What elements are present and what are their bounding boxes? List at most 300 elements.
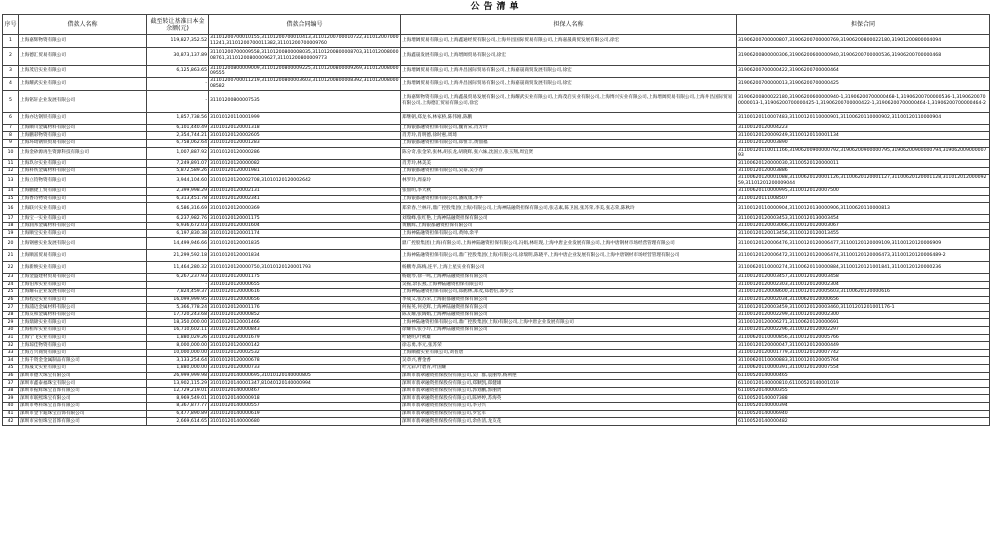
cell-guarantor: 上海增阔贸易有限公司,上海鑫通经贸有限公司,上海井昌国际贸易有限公司,上海嘉晟商贸发展有限公司,徐宏 [401, 35, 737, 48]
header-borrower: 借款人名称 [19, 15, 147, 35]
table-row [3, 289, 990, 297]
table-row [3, 261, 990, 273]
table-row [3, 342, 990, 350]
cell-guar-contract: 31100620110000995,31100120120007500 [737, 187, 990, 195]
table-row [3, 380, 990, 388]
cell-borrower: 上海桓库实业有限公司 [19, 327, 147, 335]
cell-guarantor: 李成义,张苏荣,上海银都融资担保有限公司 [401, 296, 737, 304]
cell-guarantor: 杨媛琴,徐一鸣,上海神陆融资担保有限公司 [401, 273, 737, 281]
cell-contract: 31010120120001175 [209, 215, 401, 223]
cell-borrower: 上海晟文实业有限公司 [19, 365, 147, 373]
cell-borrower: 上海顺宝实业有限公司 [19, 230, 147, 238]
table-body [3, 35, 990, 426]
cell-contract: 31010120120000286 [209, 147, 401, 160]
cell-no: 28 [3, 311, 19, 319]
cell-borrower: 上海金砂源再生资源科技有限公司 [19, 147, 147, 160]
cell-no: 23 [3, 273, 19, 281]
cell-amount: 8,000,000.00 [147, 342, 209, 350]
table-row [3, 35, 990, 48]
cell-no: 13 [3, 175, 19, 188]
cell-contract: 31010120120002532 [209, 349, 401, 357]
cell-contract: 31010120120001318 [209, 124, 401, 132]
cell-guarantor: 叶晓明,叶秋雄 [401, 334, 737, 342]
cell-guar-contract: 61100520140007388 [737, 395, 990, 403]
cell-amount: 8,367,877.77 [147, 403, 209, 411]
table-row [3, 90, 990, 112]
cell-guarantor: 陈友耀,张陶娟,上海神陆融资担保有限公司 [401, 311, 737, 319]
cell-guar-contract: 61100520140006940 [737, 410, 990, 418]
cell-no: 34 [3, 357, 19, 365]
cell-borrower: 上海香诗物资有限公司 [19, 195, 147, 203]
cell-amount: - [147, 281, 209, 289]
cell-amount: 18,350,000.00 [147, 319, 209, 327]
table-row [3, 387, 990, 395]
cell-contract: 31010120120001466 [209, 319, 401, 327]
cell-borrower: 上海铭轩企业发展有限公司 [19, 90, 147, 112]
table-row [3, 187, 990, 195]
cell-guar-contract: 31100620110000274,31100620110000884,31100120121001841,31100120120000236 [737, 261, 990, 273]
cell-amount: 6,586,316.69 [147, 203, 209, 215]
table-row [3, 304, 990, 312]
cell-contract: 31101200700011219,31101200800003603,31101200800008392,31101200800008582 [210, 78, 399, 89]
cell-contract: 31010120120001174 [209, 230, 401, 238]
cell-amount: 17,720,243.68 [147, 311, 209, 319]
cell-amount: 3,944,104.60 [147, 175, 209, 188]
cell-guar-contract: 31100620110000856,31100120120005766 [737, 334, 990, 342]
table-row [3, 230, 990, 238]
cell-amount: 2,669,614.65 [147, 418, 209, 426]
cell-contract: 31010120120001283 [209, 139, 401, 147]
cell-contract: 31010120120001834 [209, 249, 401, 261]
table-row [3, 167, 990, 175]
table-row [3, 222, 990, 230]
cell-borrower: 上海联兴实业有限公司 [19, 203, 147, 215]
table-row [3, 203, 990, 215]
cell-no: 41 [3, 410, 19, 418]
table-row [3, 395, 990, 403]
cell-guar-contract: 31100620110000391,31100120120007554 [737, 365, 990, 373]
cell-borrower: 深圳市粤科珠宝首饰有限公司 [19, 403, 147, 411]
cell-guarantor: 肖芳玲,林美美 [401, 160, 737, 168]
cell-amount: 26,999,999.98 [147, 372, 209, 380]
cell-no: 3 [3, 65, 19, 78]
cell-guarantor: 上海银都融资担保有限公司,魏青宋,肖芳玲 [401, 124, 737, 132]
cell-amount: 11,464,280.32 [147, 261, 209, 273]
cell-guar-contract: 31100120120003886 [737, 167, 990, 175]
cell-guarantor: 上海银都融资担保有限公司,郑恒丰,黄仙福 [401, 139, 737, 147]
cell-contract: 31010120140000680 [209, 418, 401, 426]
cell-contract: 31010120120001981 [209, 167, 401, 175]
cell-borrower: 上海鹏捷工贸有限公司 [19, 187, 147, 195]
cell-guar-contract: 31100120120002303,31100120120002304 [737, 281, 990, 289]
cell-guar-contract: 61100520140000465 [737, 372, 990, 380]
cell-amount: 3,133,254.64 [147, 357, 209, 365]
cell-contract: 31010120140000918 [209, 395, 401, 403]
cell-borrower: 上海鼎锦实业有限公司 [19, 319, 147, 327]
cell-guar-contract: 31906200700000013,31906200700000425 [737, 78, 990, 91]
cell-amount: 10,000,000.00 [147, 349, 209, 357]
cell-no: 11 [3, 160, 19, 168]
cell-guarantor: 陈分奇,张金荣,张林,胡长龙,胡晓辉,张六妹,沈国立,张玉翔,周宜贤 [401, 147, 737, 160]
cell-guar-contract: 31100120120003457,31100120120003458 [737, 273, 990, 281]
table-row [3, 65, 990, 78]
cell-no: 14 [3, 187, 19, 195]
cell-amount: - [147, 78, 209, 91]
cell-contract: 31010120140000557 [209, 403, 401, 411]
cell-contract: 31010120120000733 [209, 365, 401, 373]
cell-guarantor: 刘瑞峰,张红艳,上海神陆融资担保有限公司 [401, 215, 737, 223]
header-contract: 借款合同编号 [209, 15, 401, 35]
cell-contract: 31010120120000655 [209, 281, 401, 289]
cell-amount: 6,197,830.38 [147, 230, 209, 238]
cell-borrower: 上海新焕实业有限公司 [19, 261, 147, 273]
cell-guar-contract: 31100120120002296,31100120120002297 [737, 327, 990, 335]
cell-contract: 31010120110001999 [209, 112, 401, 124]
cell-no: 17 [3, 215, 19, 223]
table-row [3, 319, 990, 327]
cell-guarantor: 上海嘉辉物资有限公司,上海鑫晟贸易发展有限公司,上海耀武实业有限公司,上海茂启实业有限公司,上海博兴实业有限公司,上海增阔贸易有限公司,上海井昌国际贸易有限公司,上海德汇贸易有限公司,徐宏 [401, 90, 737, 112]
cell-amount: 6,936,672.03 [147, 222, 209, 230]
table-row [3, 418, 990, 426]
cell-amount: 2,399,998.29 [147, 187, 209, 195]
cell-no: 29 [3, 319, 19, 327]
cell-guar-contract: 31100120120013456,31100120120013455 [737, 230, 990, 238]
table-row [3, 215, 990, 223]
cell-guarantor: 上海顺福实业有限公司,刘普唐 [401, 349, 737, 357]
cell-guar-contract: 61100520140000355 [737, 387, 990, 395]
cell-guar-contract: 31100120120001779,31100120120007742 [737, 349, 990, 357]
cell-contract: 31010120120002341 [209, 195, 401, 203]
cell-borrower: 上海顺川金属材料有限公司 [19, 124, 147, 132]
cell-guar-contract: 31100120110007483,31100120110000901,31100620110000902,31100120110000904 [737, 112, 990, 124]
cell-borrower: 深圳市宋恒珠宝首饰有限公司 [19, 418, 147, 426]
notice-table [2, 14, 990, 426]
cell-no: 7 [3, 124, 19, 132]
cell-amount: 6,758,062.64 [147, 139, 209, 147]
cell-no: 38 [3, 387, 19, 395]
cell-borrower: 上海德汇贸易有限公司 [19, 47, 147, 65]
cell-amount: 16,710,602.11 [147, 327, 209, 335]
cell-contract: 31010120120000656 [209, 296, 401, 304]
cell-guar-contract: 31100620120001088,31100620120001126,31100620120001127,31100620120001128,31101201200009259,31101201200009044 [737, 175, 990, 188]
cell-borrower: 上海茂启实业有限公司 [19, 65, 147, 78]
page-title: 公告清单 [470, 2, 523, 12]
cell-guar-contract: 61100520140000394 [737, 403, 990, 411]
cell-amount: 16,099,999.95 [147, 296, 209, 304]
cell-no: 32 [3, 342, 19, 350]
table-row [3, 78, 990, 91]
cell-guar-contract: 31100620120000030,31100520120000011 [737, 160, 990, 168]
cell-amount: 12,729,219.01 [147, 387, 209, 395]
cell-borrower: 深圳市金卡迪珠宝首饰有限公司 [19, 410, 147, 418]
cell-no: 22 [3, 261, 19, 273]
cell-no: 31 [3, 334, 19, 342]
cell-contract: 31101200700010155,31101200700010413,31101200700010722,31101200700011241,31101200700011382,31101200700009760 [210, 35, 399, 46]
cell-no: 4 [3, 78, 19, 91]
cell-guar-contract: 31100120120006472,31100120120006474,31100120120006473,31100120120006489-2 [737, 249, 990, 261]
table-row [3, 195, 990, 203]
cell-amount: 14,499,946.66 [147, 237, 209, 249]
table-row [3, 334, 990, 342]
table-row [3, 410, 990, 418]
cell-guarantor: 上海银都融资担保有限公司,吴泰,吴小春 [401, 167, 737, 175]
cell-amount: 7,824,459.37 [147, 289, 209, 297]
cell-borrower: 上海友和金属材料有限公司 [19, 311, 147, 319]
table-row [3, 124, 990, 132]
cell-guar-contract: 31100120110000904,31100120130000906,31100620110000813 [737, 203, 990, 215]
table-row [3, 349, 990, 357]
cell-contract: 31010120120000852 [209, 311, 401, 319]
cell-borrower: 上海嘉辉物资有限公司 [19, 35, 147, 48]
cell-guarantor: 上海神陆融资担保有限公司,郑鹤林,郑茂,郑碧倍,郑少云 [401, 289, 737, 297]
header-no: 序号 [3, 15, 19, 35]
cell-guar-contract: 31100120120006476,31100120120006477,31100120120009109,31100120120006909 [737, 237, 990, 249]
cell-guar-contract: 61100120140000810,61100520140001019 [737, 380, 990, 388]
table-row [3, 273, 990, 281]
cell-guar-contract: 31100120120009249,31100120110001134 [737, 132, 990, 140]
cell-no: 24 [3, 281, 19, 289]
cell-amount: 6,237,982.76 [147, 215, 209, 223]
cell-contract: 31010120120000616 [209, 289, 401, 297]
cell-no: 30 [3, 327, 19, 335]
cell-no: 9 [3, 139, 19, 147]
cell-guar-contract: 31100120120008600,31100120120005603,31100620120000616 [737, 289, 990, 297]
cell-no: 10 [3, 147, 19, 160]
cell-borrower: 上海宁飞实业有限公司 [19, 334, 147, 342]
cell-borrower: 上海钢惠实业发展有限公司 [19, 237, 147, 249]
cell-guarantor: 上海增阔贸易有限公司,上海井昌国际贸易有限公司,上海嘉晟商贸发展有限公司,徐宏 [401, 78, 737, 91]
cell-guarantor: 深圳市翡翠融资担保股份有限公司,郭划鹏,郭丽贤 [401, 387, 737, 395]
cell-guar-contract: 31100120111008507 [737, 195, 990, 203]
cell-guarantor: 吴章兴,曹金香 [401, 357, 737, 365]
cell-contract: 31010120120000750,31010120120001793 [209, 261, 401, 273]
cell-guarantor: 上海神陆融资担保有限公司,黄帅,余平 [401, 230, 737, 238]
cell-no: 5 [3, 90, 19, 112]
cell-borrower: 深圳市德大珠宝有限公司 [19, 372, 147, 380]
cell-contract: 31010120140001347,81040120140000994 [209, 380, 401, 388]
cell-amount: 119,827,352.52 [147, 35, 209, 48]
cell-guarantor: 上海银都融资担保有限公司,潘成康,李平 [401, 195, 737, 203]
cell-borrower: 上海耀武实业有限公司 [19, 78, 147, 91]
cell-contract: 31010120120001176 [209, 304, 401, 312]
cell-guarantor: 上海神陆融资担保有限公司,鼎广控股集团(上海)有限公司,上海中唐企业发展有限公司 [401, 319, 737, 327]
table-row [3, 365, 990, 373]
table-header-row [3, 15, 990, 35]
cell-guar-contract: 31906200700000422,31906200700000464 [737, 65, 990, 78]
cell-amount: 13,902,115.29 [147, 380, 209, 388]
cell-amount: 2,354,744.21 [147, 132, 209, 140]
cell-contract: 31101200800009009,31101200800009225,31101200800009269,31101200800009555 [210, 65, 399, 77]
cell-guarantor: 徐耀伟,张小玲,上海神陆融资担保有限公司 [401, 327, 737, 335]
cell-no: 2 [3, 47, 19, 65]
table-row [3, 327, 990, 335]
cell-no: 36 [3, 372, 19, 380]
cell-guarantor: 上海增阔贸易有限公司,上海井昌国际贸易有限公司,上海嘉晟商贸发展有限公司,徐宏 [401, 65, 737, 78]
header-guarantor: 担保人名称 [401, 15, 737, 35]
cell-borrower: 上海耀石企业发展有限公司 [19, 289, 147, 297]
cell-contract: 31010120120001175 [209, 273, 401, 281]
cell-amount: 6,125,863.65 [147, 65, 209, 78]
cell-contract: 31010120120000678 [209, 357, 401, 365]
cell-contract: 31010120120002708,31010120120002642 [209, 175, 401, 188]
cell-guarantor: 上海神陆融资担保有限公司,鼎广控股集团(上海)有限公司,徐瑞明,陈晓平,上海中唐企业发展有限公司,上海中唐钢材市场经营管理有限公司 [401, 249, 737, 261]
cell-guar-contract: 31100120110011166,31906200900000792,31906200900000795,31906200900000794,31906200900000793 [737, 147, 990, 160]
cell-borrower: 上海润邦金属材料有限公司 [19, 222, 147, 230]
header-amount: 截至转让基准日本金余额(元) [147, 15, 209, 35]
cell-contract: 31010120120002605 [209, 132, 401, 140]
cell-contract: 31010120140000695,31010120140000805 [209, 372, 401, 380]
cell-guarantor: 深圳市翡翠融资担保股份有限公司,郑顺凯,郑健雄 [401, 380, 737, 388]
table-row [3, 147, 990, 160]
cell-borrower: 上海宝一实业有限公司 [19, 215, 147, 223]
cell-no: 1 [3, 35, 19, 48]
cell-no: 19 [3, 230, 19, 238]
cell-amount: 5,872,589.26 [147, 167, 209, 175]
cell-guarantor: 张仙明,李大秋 [401, 187, 737, 195]
cell-guar-contract: 31100120120002034,31100620120000656 [737, 296, 990, 304]
cell-no: 39 [3, 395, 19, 403]
table-row [3, 311, 990, 319]
cell-guarantor: 林罗玲,周泰玲 [401, 175, 737, 188]
cell-guar-contract: 31100120120003890 [737, 139, 990, 147]
cell-contract: 31010120120000082 [209, 160, 401, 168]
cell-borrower: 上海立钧物资有限公司 [19, 175, 147, 188]
cell-contract: 31010120120001604 [209, 222, 401, 230]
table-row [3, 296, 990, 304]
table-row [3, 139, 990, 147]
cell-borrower: 上海鹏彩物资有限公司 [19, 132, 147, 140]
cell-contract: 31010120140000467 [209, 387, 401, 395]
cell-guarantor: 吴振,余长燕,上海神陆融资担保有限公司 [401, 281, 737, 289]
cell-guarantor: 鼎广控股集团(上海)有限公司,上海神陆融资担保有限公司,冯娟,林旺现,上海中唐企业发展有限公司,上海中唐钢材市场经营管理有限公司 [401, 237, 737, 249]
cell-borrower: 深圳市联熙珠宝有限公司 [19, 395, 147, 403]
table-row [3, 249, 990, 261]
cell-guar-contract: 31906200800022180,31906200600000940-1,31906200700000468-1,31906200700000536-1,31906200700000013-1,31906200700000425-1,31906200700000422-1,31906200700000464-1,31906200700000464-2 [737, 90, 990, 112]
cell-contract: 31010120120001679 [209, 334, 401, 342]
cell-guarantor: 黄鹏辉,上海银都融资担保有限公司 [401, 222, 737, 230]
table-row [3, 281, 990, 289]
cell-amount: 1,007,887.92 [147, 147, 209, 160]
cell-no: 40 [3, 403, 19, 411]
cell-guar-contract: 61100520140000482 [737, 418, 990, 426]
cell-guarantor: 郑继朝,郑龙书,林家桥,陈伟刚,陈鹏 [401, 112, 737, 124]
cell-contract: 31010120120002131 [209, 187, 401, 195]
cell-no: 35 [3, 365, 19, 373]
cell-amount: 7,249,891.07 [147, 160, 209, 168]
cell-guarantor: 杨鹏寿,陈梅,连平,上海上星实业有限公司 [401, 261, 737, 273]
cell-guar-contract: 31906200700000807,31906200700000769,31906200800022180,31901200800004094 [737, 35, 990, 48]
cell-borrower: 上海伯邦实业有限公司 [19, 281, 147, 289]
cell-amount: 1,880,029.26 [147, 334, 209, 342]
cell-borrower: 上海万兴商贸有限公司 [19, 349, 147, 357]
cell-borrower: 深圳市振辉珠宝首饰有限公司 [19, 387, 147, 395]
header-guar-contract: 担保合同 [737, 15, 990, 35]
cell-no: 42 [3, 418, 19, 426]
cell-guar-contract: 31100620110000883,31100120120005764 [737, 357, 990, 365]
cell-guar-contract: 31100120120003066,31100120120003067 [737, 222, 990, 230]
cell-amount: 1,880,000.00 [147, 365, 209, 373]
cell-no: 18 [3, 222, 19, 230]
cell-amount: 30,873,137.89 [147, 47, 209, 65]
cell-no: 16 [3, 203, 19, 215]
cell-no: 27 [3, 304, 19, 312]
cell-borrower: 上海玖尔实业有限公司 [19, 160, 147, 168]
cell-guarantor: 郑荣春,兰林开,鼎广控股集团(上海)有限公司,上海神陆融资担保有限公司,张志素,陈卫国,张苏荣,李美,张志荣,陈秋玲 [401, 203, 737, 215]
cell-no: 25 [3, 289, 19, 297]
table-row [3, 175, 990, 188]
cell-guarantor: 叶元彩,叶碧青,叶国耀 [401, 365, 737, 373]
cell-guarantor: 深圳市翡翠融资担保股份有限公司,李分兴 [401, 403, 737, 411]
cell-contract: 31010120120000843 [209, 327, 401, 335]
cell-no: 6 [3, 112, 19, 124]
cell-amount: 6,313,451.78 [147, 195, 209, 203]
cell-contract: 31101200800007535 [209, 90, 401, 112]
cell-no: 33 [3, 349, 19, 357]
cell-no: 12 [3, 167, 19, 175]
cell-amount: 6,477,890.89 [147, 410, 209, 418]
cell-contract: 31010120120000369 [209, 203, 401, 215]
cell-contract: 31101200700009558,31101200800008035,31101200800008703,31101200800008761,31101200800009627,31101200800009773 [209, 47, 401, 65]
cell-amount: 8,969,549.01 [147, 395, 209, 403]
table-row [3, 237, 990, 249]
cell-contract: 31010120140000619 [209, 410, 401, 418]
cell-amount: 6,101,440.49 [147, 124, 209, 132]
cell-borrower: 上海金盛建材贸易有限公司 [19, 273, 147, 281]
table-row [3, 47, 990, 65]
cell-guarantor: 深圳市翡翠融资担保股份有限公司,罗宏军 [401, 410, 737, 418]
cell-guarantor: 何振英,何克辉,上海神陆融资担保有限公司 [401, 304, 737, 312]
table-row [3, 357, 990, 365]
table-row [3, 132, 990, 140]
cell-contract: 31010120120000142 [209, 342, 401, 350]
cell-borrower: 上海程克实业有限公司 [19, 296, 147, 304]
cell-borrower: 上海亦达钢铁有限公司 [19, 112, 147, 124]
cell-guarantor: 肖芳玲,肖明德,徐时惠,周琦 [401, 132, 737, 140]
cell-no: 21 [3, 249, 19, 261]
cell-amount: 1,857,738.56 [147, 112, 209, 124]
cell-guarantor: 深圳市翡翠融资担保股份有限公司,陈婷婷,苏海英 [401, 395, 737, 403]
cell-guar-contract: 31100120120000047,31100120120000449 [737, 342, 990, 350]
cell-borrower: 上海顺富贸易有限公司 [19, 249, 147, 261]
cell-no: 15 [3, 195, 19, 203]
cell-contract: 31010120120001835 [209, 237, 401, 249]
cell-borrower: 上海琼佳物资有限公司 [19, 342, 147, 350]
cell-guar-contract: 31100120120004223 [737, 124, 990, 132]
cell-guar-contract: 31100120120003453,31100120130003454 [737, 215, 990, 223]
cell-guar-contract: 31100120120003459,31100120120003460,31101201201001176-1 [737, 304, 990, 312]
cell-no: 20 [3, 237, 19, 249]
cell-borrower: 深圳市鑫泰福珠宝有限公司 [19, 380, 147, 388]
cell-guar-contract: 31100120120002299,31100120120002300 [737, 311, 990, 319]
cell-no: 26 [3, 296, 19, 304]
cell-borrower: 上海千资金金属制品有限公司 [19, 357, 147, 365]
cell-amount: 21,299,592.18 [147, 249, 209, 261]
cell-no: 37 [3, 380, 19, 388]
cell-amount: - [147, 90, 209, 112]
cell-guarantor: 深圳市翡翠融资担保股份有限公司,余佐清,龙友花 [401, 418, 737, 426]
cell-guarantor: 深圳市翡翠融资担保股份有限公司,吴广群,袁丽琴,杨利艳 [401, 372, 737, 380]
cell-guar-contract: 31100120120006271,31100620120000691 [737, 319, 990, 327]
cell-no: 8 [3, 132, 19, 140]
cell-borrower: 上海浦迈金属材料有限公司 [19, 304, 147, 312]
cell-guar-contract: 31906200800000306,31906200600000940,31906200700000536,31906200700000468 [737, 47, 990, 65]
table-row [3, 403, 990, 411]
table-row [3, 160, 990, 168]
cell-borrower: 上海科铁金属材料有限公司 [19, 167, 147, 175]
cell-guarantor: 徐志勇,李元,张苏荣 [401, 342, 737, 350]
table-row [3, 372, 990, 380]
cell-borrower: 上海环琦钢铁贸易有限公司 [19, 139, 147, 147]
